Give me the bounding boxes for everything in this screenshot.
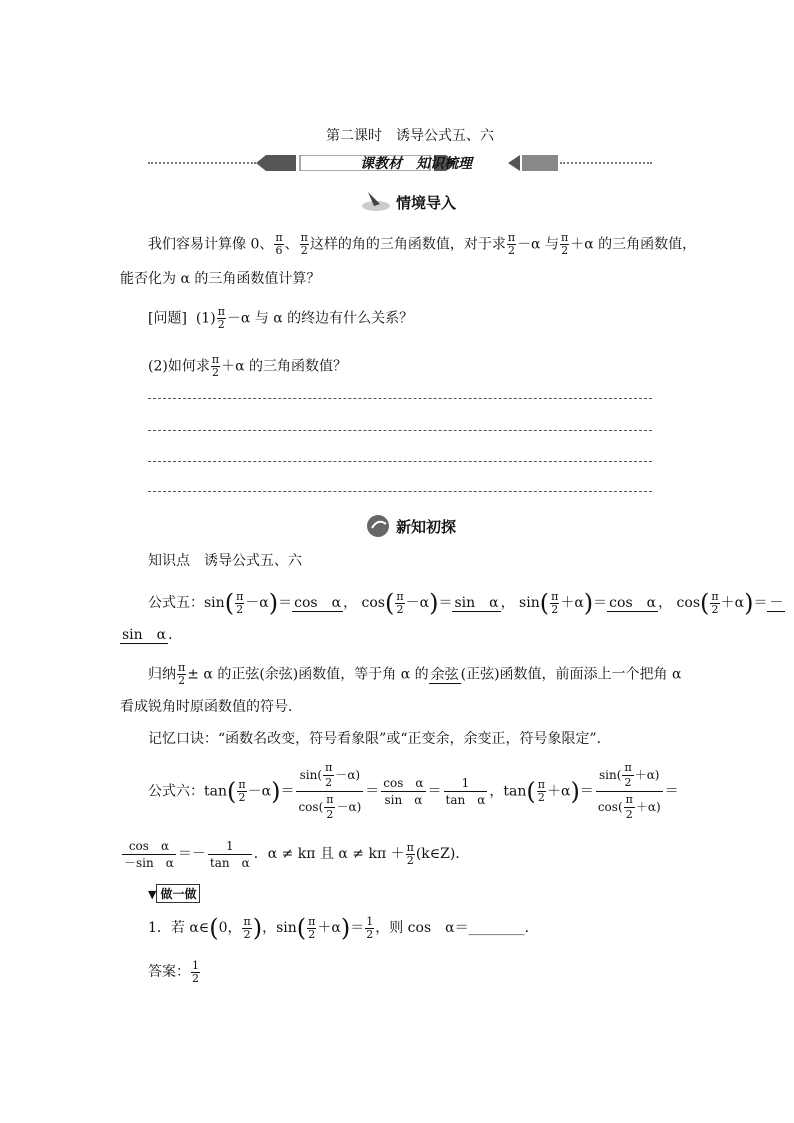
section-scene: 情境导入	[396, 194, 457, 212]
practice-answer: 答案： $\frac{1}{2}$	[148, 958, 199, 985]
formula-five-line-2: sin α ．	[122, 627, 183, 643]
answer-line-2[interactable]	[148, 430, 652, 431]
memory-rhyme: 记忆口诀：“函数名改变，符号看象限”或“正变余，余变正，符号象限定”．	[148, 731, 611, 747]
formula-six-line-2: $\frac{\text{cos α}}{\text{－sin α}}$ ＝－ $\frac{1}{\text{tan α}}$ ．α ≠ kπ 且 α ≠ kπ ＋ $\frac{\pi}{2}$ (k∈Z)．	[124, 838, 470, 870]
knowledge-point: 知识点 诱导公式五、六	[148, 553, 302, 569]
formula-six-line-1: 公式六：tan( $\frac{\pi}{2}$ －α)＝ sin( $\frac{\pi}{2}$ －α) cos( $\frac{\pi}{2}$ －α) ＝ $\frac{\text{cos α}}{\text{sin α}}$ ＝ $\frac{1}{\text{tan α}}$ ，tan( $\frac{\pi}{2}$ ＋α)＝ sin( $\frac{\pi}{2}$ ＋α) cos( $\frac{\pi}{2}$ ＋α) ＝	[148, 761, 679, 821]
summary-line-1: 归纳 $\frac{\pi}{2}$ ± α 的正弦(余弦)函数值，等于角 α 的 余弦 (正弦)函数值，前面添上一个把角 α	[148, 661, 682, 687]
answer-line-1[interactable]	[148, 398, 652, 399]
scene-icon	[360, 188, 392, 216]
intro-line-2: 能否化为 α 的三角函数值计算？	[120, 271, 321, 287]
section-banner	[148, 155, 652, 171]
page-title: 第二课时 诱导公式五、六	[326, 128, 494, 144]
answer-line-4[interactable]	[148, 491, 652, 492]
new-knowledge-icon	[366, 514, 394, 542]
formula-five-line-1: 公式五：sin( $\frac{\pi}{2}$ －α)＝ cos α ， cos( $\frac{\pi}{2}$ －α)＝ sin α ， sin( $\frac{\pi}{2}$ ＋α)＝ cos α ， cos( $\frac{\pi}{2}$ ＋α)＝ －	[148, 589, 784, 617]
section-new-knowledge: 新知初探	[396, 518, 457, 536]
practice-question-1: 1．若 α∈(0， $\frac{\pi}{2}$ )，sin( $\frac{\pi}{2}$ ＋α)＝ $\frac{1}{2}$ ，则 cos α＝________．	[148, 914, 539, 942]
answer-line-3[interactable]	[148, 461, 652, 462]
banner-title: 课教材 知识梳理	[360, 156, 472, 172]
practice-badge: ▼ 做一做	[148, 884, 200, 903]
summary-line-2: 看成锐角时原函数值的符号．	[120, 699, 302, 715]
practice-icon: ▼	[148, 888, 157, 901]
banner-arrow-icon	[508, 155, 558, 171]
question-1: [问题] (1) $\frac{\pi}{2}$ －α 与 α 的终边有什么关系？	[148, 305, 414, 331]
intro-line-1: 我们容易计算像 0、 $\frac{\pi}{6}$ 、 $\frac{\pi}{2}$ 这样的角的三角函数值，对于求 $\frac{\pi}{2}$ －α 与 $\frac{\pi}{2}$ ＋α 的三角函数值，	[148, 231, 697, 257]
question-2: (2)如何求 $\frac{\pi}{2}$ ＋α 的三角函数值？	[148, 353, 347, 379]
